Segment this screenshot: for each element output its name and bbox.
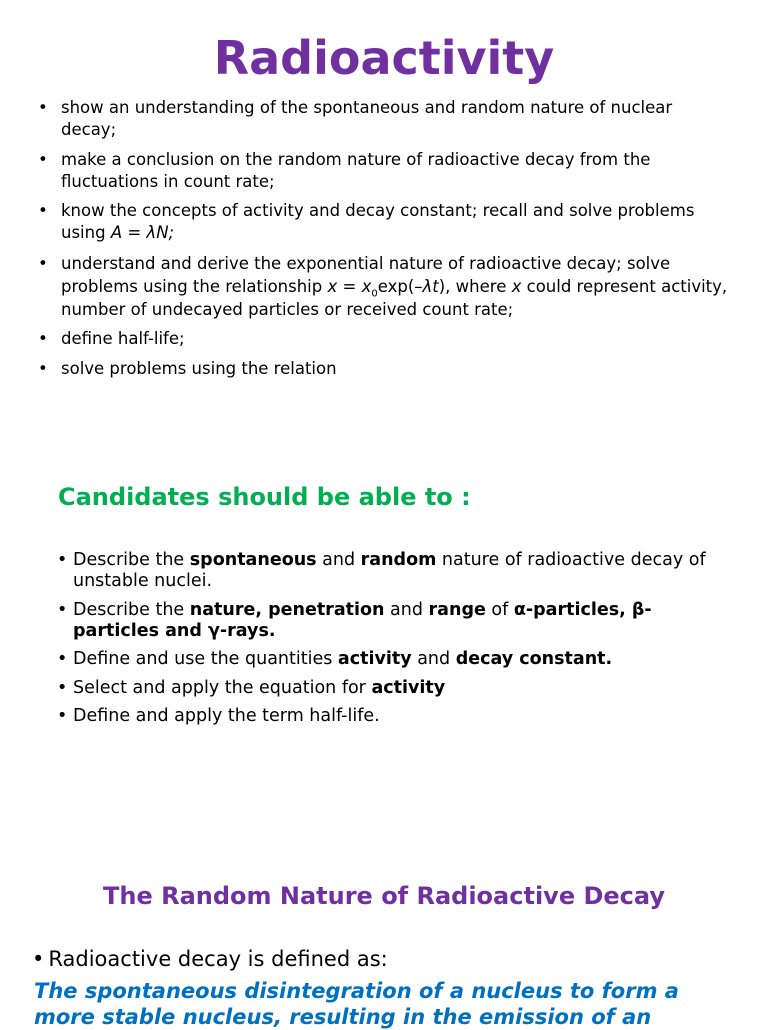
candidates-list [57, 550, 707, 735]
page-title: Radioactivity [213, 31, 555, 85]
candidate-text: and [316, 550, 361, 570]
definition-text: The spontaneous disintegration of a nucleus to form a more stable nucleus, resulting in the emission of an [34, 979, 679, 1029]
objective-text: define half-life; [61, 329, 185, 348]
activity-formula: A = λN; [110, 223, 175, 242]
objective-text: make a conclusion on the random nature of radioactive decay from the fluctuations in count rate; [61, 149, 651, 191]
bullet-icon: • [32, 947, 45, 971]
objective-text: understand and derive the exponential nature of radioactive decay; solve problems using the relationship [61, 253, 671, 296]
bullet-icon: • [57, 677, 68, 698]
bullet-icon: • [57, 706, 68, 726]
bullet-icon: • [57, 599, 68, 620]
objective-text: ), where [438, 276, 512, 296]
candidate-text: nature of radioactive decay of unstable nuclei. [73, 550, 706, 591]
candidate-text: Define and apply the term half-life. [73, 706, 380, 726]
formula-subscript: 0 [371, 287, 378, 299]
objective-text: could represent activity, number of undecayed particles or received count rate; [61, 276, 728, 319]
objective-text: know the concepts of activity and decay constant; recall and solve problems using [61, 201, 695, 242]
candidate-text: Define and use the quantities [73, 649, 338, 669]
bullet-icon: • [38, 253, 48, 273]
objective-item [38, 328, 728, 350]
candidate-item [57, 706, 707, 727]
definition-intro: Radioactive decay is defined as: [48, 947, 388, 971]
candidate-bold: random [360, 550, 437, 570]
candidate-bold: activity [337, 649, 412, 669]
candidate-bold: spontaneous [189, 550, 317, 570]
objective-item [38, 97, 728, 141]
candidate-text: and [411, 649, 456, 669]
section-title: The Random Nature of Radioactive Decay [103, 882, 665, 910]
candidate-bold: nature, penetration [189, 599, 385, 620]
candidate-text: Select and apply the equation for [73, 677, 372, 698]
objective-text: solve problems using the relation [61, 358, 337, 378]
objective-item [38, 200, 728, 244]
candidate-item [57, 550, 707, 592]
candidate-bold: activity [371, 677, 446, 698]
candidate-bold: α-particles, β-particles and γ-rays. [73, 599, 652, 641]
candidate-item [57, 649, 707, 670]
formula-variable: x [327, 276, 338, 296]
bullet-icon: • [38, 201, 48, 220]
candidate-bold: decay constant. [455, 649, 613, 669]
candidate-item [57, 678, 707, 699]
candidate-text: of [485, 599, 514, 620]
formula-variable: λt [422, 276, 439, 296]
candidate-text: Describe the [73, 550, 190, 570]
bullet-icon: • [38, 149, 48, 169]
definition-bullet [32, 945, 388, 973]
bullet-icon: • [38, 98, 48, 117]
formula-equals: = [337, 276, 362, 296]
formula-exp: exp(– [377, 276, 423, 296]
candidate-item [57, 600, 707, 642]
bullet-icon: • [38, 329, 48, 348]
objective-item [38, 358, 728, 380]
objective-text: show an understanding of the spontaneous and random nature of nuclear decay; [61, 98, 673, 139]
bullet-icon: • [38, 358, 48, 378]
candidate-bold: range [428, 599, 486, 620]
candidates-heading: Candidates should be able to : [58, 483, 471, 511]
candidate-text: and [384, 599, 429, 620]
objectives-list [38, 97, 728, 387]
formula-variable: x [511, 276, 522, 296]
objective-item [38, 252, 728, 321]
objective-item [38, 149, 728, 193]
bullet-icon: • [57, 550, 68, 570]
bullet-icon: • [57, 649, 68, 669]
formula-variable: x [361, 276, 372, 296]
candidate-text: Describe the [73, 599, 190, 620]
